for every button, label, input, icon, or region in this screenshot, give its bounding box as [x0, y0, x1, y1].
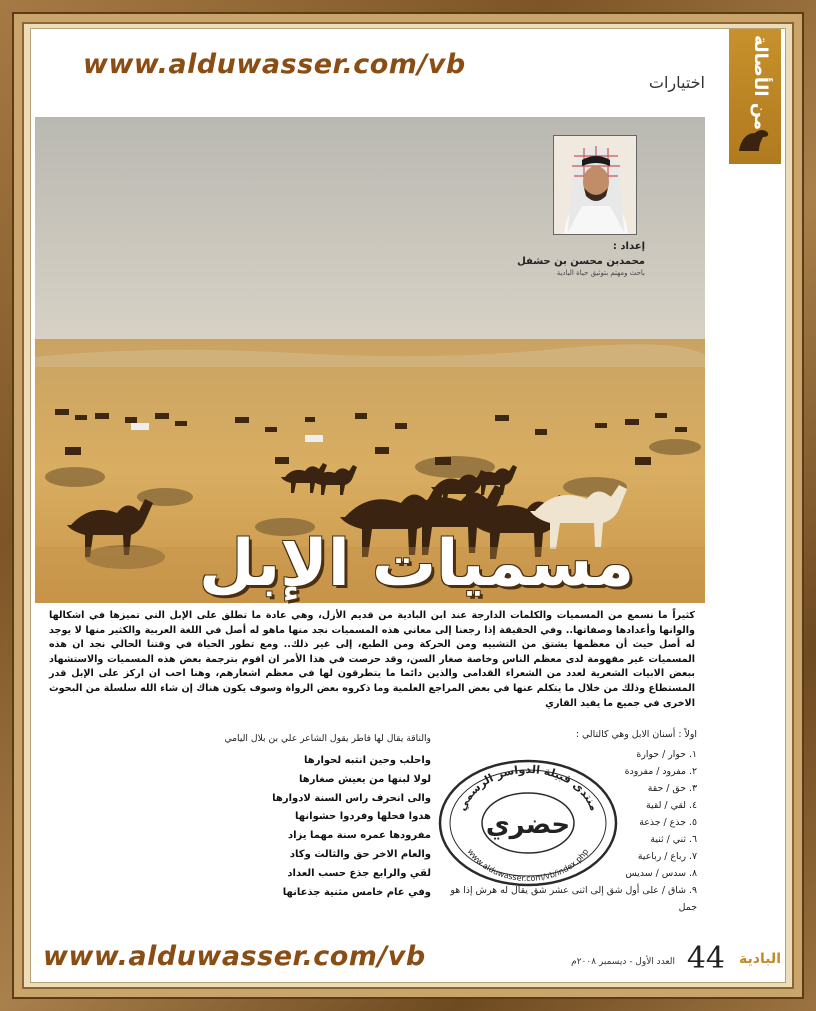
author-name: محمدبن محسن بن حشفل: [517, 256, 645, 267]
poem-intro: والناقة يقال لها فاطر يقول الشاعر علي بن بلال اليامي: [224, 733, 431, 744]
stamp-arc-text: منتدى قبيلة الدواسر الرسمي: [455, 762, 601, 813]
stamp-url: www.alduwasser.com/vb/index.php: [465, 847, 591, 884]
poem-verse: وفي عام خامس مثنية جذعانها: [282, 886, 431, 898]
stamp-center-text: حضري: [485, 810, 571, 840]
magazine-page: [30, 28, 786, 983]
author-label: إعداد :: [612, 241, 645, 252]
camel-head-icon: [735, 125, 771, 155]
list-item: ١. حوار / حوارة: [636, 749, 697, 760]
section-title: اختيارات: [648, 73, 705, 92]
page-footer: [465, 941, 785, 976]
watermark-top: www.alduwasser.com/vb: [83, 49, 466, 80]
list-item: ٥. جذع / جذعة: [639, 817, 697, 828]
side-banner-text: من الأصالة: [750, 35, 771, 131]
list-item: ٣. حق / حقة: [647, 783, 697, 794]
list-item: ٤. لقي / لقية: [646, 800, 697, 811]
teeth-intro: اولاً : أسنان الابل وهي كالتالي :: [575, 729, 697, 740]
poem-verse: والعام الاخر حق والثالث وكاد: [289, 848, 431, 860]
watermark-bottom: www.alduwasser.com/vb: [43, 941, 426, 972]
poem-verse: هدوا فحلها وفردوا حشوانها: [295, 811, 431, 823]
list-item: ٧. رباع / رباعية: [637, 851, 697, 862]
issue-info: العدد الأول - ديسمبر ٢٠٠٨م: [571, 957, 675, 967]
list-item: ٨. سدس / سديس: [625, 868, 697, 879]
forum-stamp: [437, 759, 619, 887]
side-banner: [729, 29, 781, 164]
poem-verse: لقي والرابع جذع حسب العداد: [287, 867, 431, 879]
list-item: ٩. شاق / على أول شق إلى اثنى عشر شق يقال له هرش إذا هو جمل: [450, 885, 697, 913]
author-info: [485, 241, 645, 277]
author-portrait: [553, 135, 637, 235]
list-item: ٢. مفرود / مفرودة: [624, 766, 697, 777]
poem-verse: واحلب وحين انتبه لحوارها: [304, 755, 431, 766]
poem-verse: مفرودها عمره سنة مهما يزاد: [288, 830, 431, 842]
magazine-logo: البادية: [739, 951, 781, 967]
author-photo: [554, 136, 637, 235]
page-number: 44: [686, 941, 725, 976]
poem-verse: لولا لبنها من يعيش صغارها: [299, 773, 431, 785]
poem-block: [91, 733, 431, 902]
poem-verse: والى انحرف راس السنة لادوارها: [272, 792, 431, 804]
author-role: باحث ومهتم بتوثيق حياة البادية: [556, 269, 645, 277]
article-title: مسميات الإبل: [199, 527, 635, 601]
list-item: ٦. ثني / ثنية: [650, 834, 697, 845]
article-intro: كثيراً ما نسمع من المسميات والكلمات الدارجة عند ابن البادية من قديم الأزل، وهي عادة ما تطلق على الإبل التي تميزها في اشكالها والوانها وأعدادها وصفاتها.. وفي الحقيقة إذا رجعنا إلى معاني هذه المسميات نجد منها ماهو له أصل في اللغة العربية والكثير منها لا يوجد له أصل حيث أن معظمها يشتق من التشبيه ومن الحركة ومن الطبع، إلى غير ذلك.. ومع تطور الحياة في وقتنا الحالي نجد ان هذه المسميات غير مفهومة لدى معظم الناس وخاصة صغار السن، وقد حرصت في هذا الأمر ان اقوم بترجمة بعض هذه المسميات والاستشهاد ببعض الابيات الشعرية لعدد من الشعراء القدامى والذين دائما ما يتطرقون لها في معظم اشعارهم، وهنا احب ان اركز على الإبل قدر المستطاع وذلك من خلال ما يتكلم عنها في بعض المراجع العلمية وما ذكروه بعض الرواة وسوف يكون هناك إن شاء الله سلسلة من البحوث الاخرى في جميع ما يفيد القاري: [49, 610, 695, 709]
